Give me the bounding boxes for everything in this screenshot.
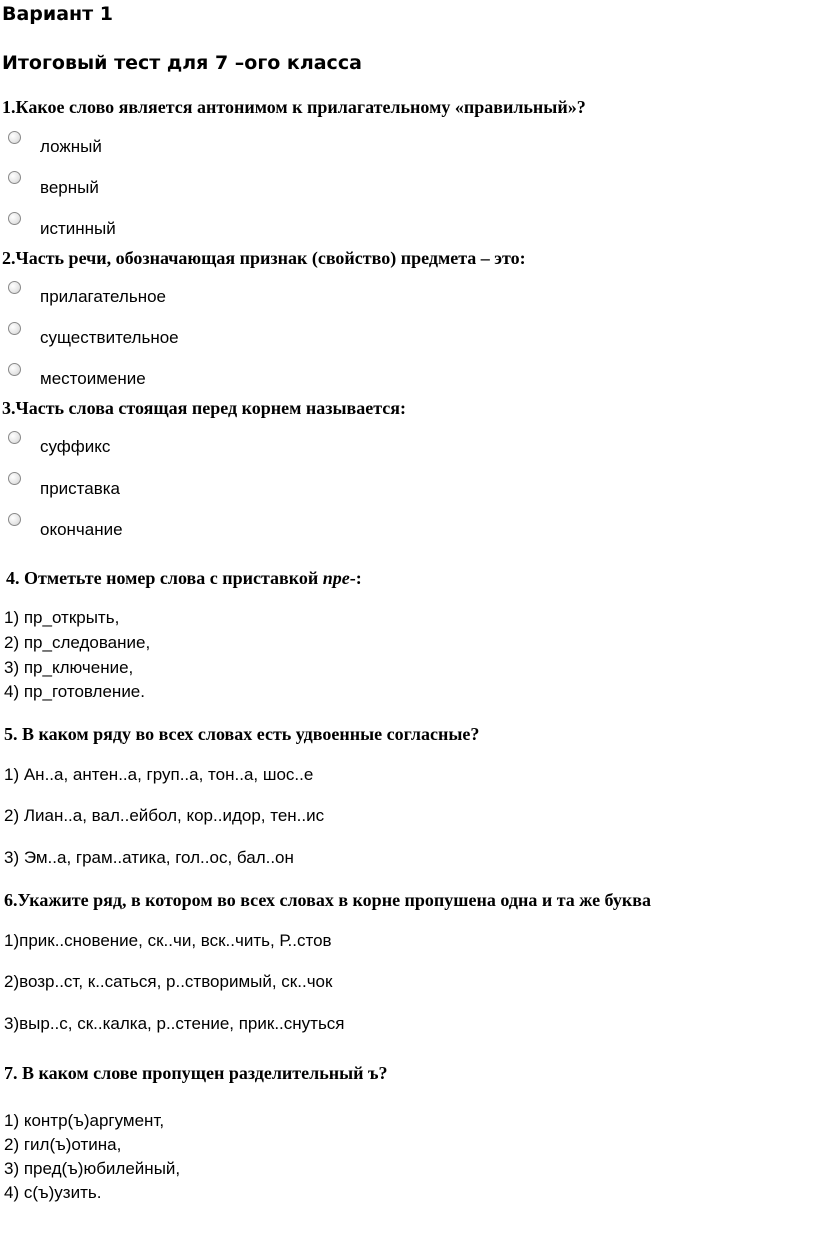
question-7: 7. В каком слове пропущен разделительный ъ? bbox=[4, 1063, 388, 1083]
answer-q5-1: 1) Ан..а, антен..а, груп..а, тон..а, шос..е bbox=[4, 765, 314, 784]
radio-q2-opt1[interactable] bbox=[8, 281, 21, 294]
question-5: 5. В каком ряду во всех словах есть удвоенные согласные? bbox=[4, 724, 480, 744]
option-q3-1: суффикс bbox=[40, 437, 111, 456]
question-4 bbox=[6, 568, 362, 589]
question-4-suffix: -: bbox=[349, 568, 362, 588]
answer-q6-2: 2)возр..ст, к..саться, р..створимый, ск..чок bbox=[4, 972, 333, 991]
option-q2-3: местоимение bbox=[40, 369, 146, 388]
question-1: 1.Какое слово является антонимом к прилагательному «правильный»? bbox=[2, 97, 586, 117]
radio-q2-opt3[interactable] bbox=[8, 363, 21, 376]
answer-q7-1: 1) контр(ъ)аргумент, bbox=[4, 1111, 165, 1130]
answer-q6-3: 3)выр..с, ск..калка, р..стение, прик..снуться bbox=[4, 1014, 345, 1033]
radio-q1-opt2[interactable] bbox=[8, 171, 21, 184]
answer-q7-2: 2) гил(ъ)отина, bbox=[4, 1135, 122, 1154]
question-2: 2.Часть речи, обозначающая признак (свойство) предмета – это: bbox=[2, 248, 526, 268]
option-q2-2: существительное bbox=[40, 328, 179, 347]
radio-q3-opt3[interactable] bbox=[8, 513, 21, 526]
radio-q1-opt1[interactable] bbox=[8, 131, 21, 144]
radio-q3-opt2[interactable] bbox=[8, 472, 21, 485]
answer-q4-4: 4) пр_готовление. bbox=[4, 682, 145, 701]
option-q1-3: истинный bbox=[40, 219, 116, 238]
radio-q1-opt3[interactable] bbox=[8, 212, 21, 225]
radio-q3-opt1[interactable] bbox=[8, 431, 21, 444]
question-4-text: 4. Отметьте номер слова с приставкой bbox=[6, 568, 323, 588]
question-6: 6.Укажите ряд, в котором во всех словах в корне пропушена одна и та же буква bbox=[4, 890, 651, 910]
answer-q4-3: 3) пр_ключение, bbox=[4, 658, 134, 677]
option-q1-1: ложный bbox=[40, 137, 102, 156]
option-q2-1: прилагательное bbox=[40, 287, 166, 306]
answer-q4-1: 1) пр_открыть, bbox=[4, 608, 120, 627]
option-q1-2: верный bbox=[40, 178, 99, 197]
answer-q7-4: 4) с(ъ)узить. bbox=[4, 1183, 102, 1202]
answer-q5-3: 3) Эм..а, грам..атика, гол..ос, бал..он bbox=[4, 848, 294, 867]
answer-q4-2: 2) пр_следование, bbox=[4, 633, 151, 652]
answer-q6-1: 1)прик..сновение, ск..чи, вск..чить, Р..стов bbox=[4, 931, 332, 950]
answer-q7-3: 3) пред(ъ)юбилейный, bbox=[4, 1159, 181, 1178]
radio-q2-opt2[interactable] bbox=[8, 322, 21, 335]
question-3: 3.Часть слова стоящая перед корнем называется: bbox=[2, 398, 406, 418]
option-q3-2: приставка bbox=[40, 479, 121, 498]
test-title: Итоговый тест для 7 –ого класса bbox=[2, 52, 362, 74]
question-4-prefix: пре bbox=[322, 568, 350, 588]
variant-heading: Вариант 1 bbox=[2, 3, 114, 25]
answer-q5-2: 2) Лиан..а, вал..ейбол, кор..идор, тен..ис bbox=[4, 806, 325, 825]
option-q3-3: окончание bbox=[40, 520, 123, 539]
